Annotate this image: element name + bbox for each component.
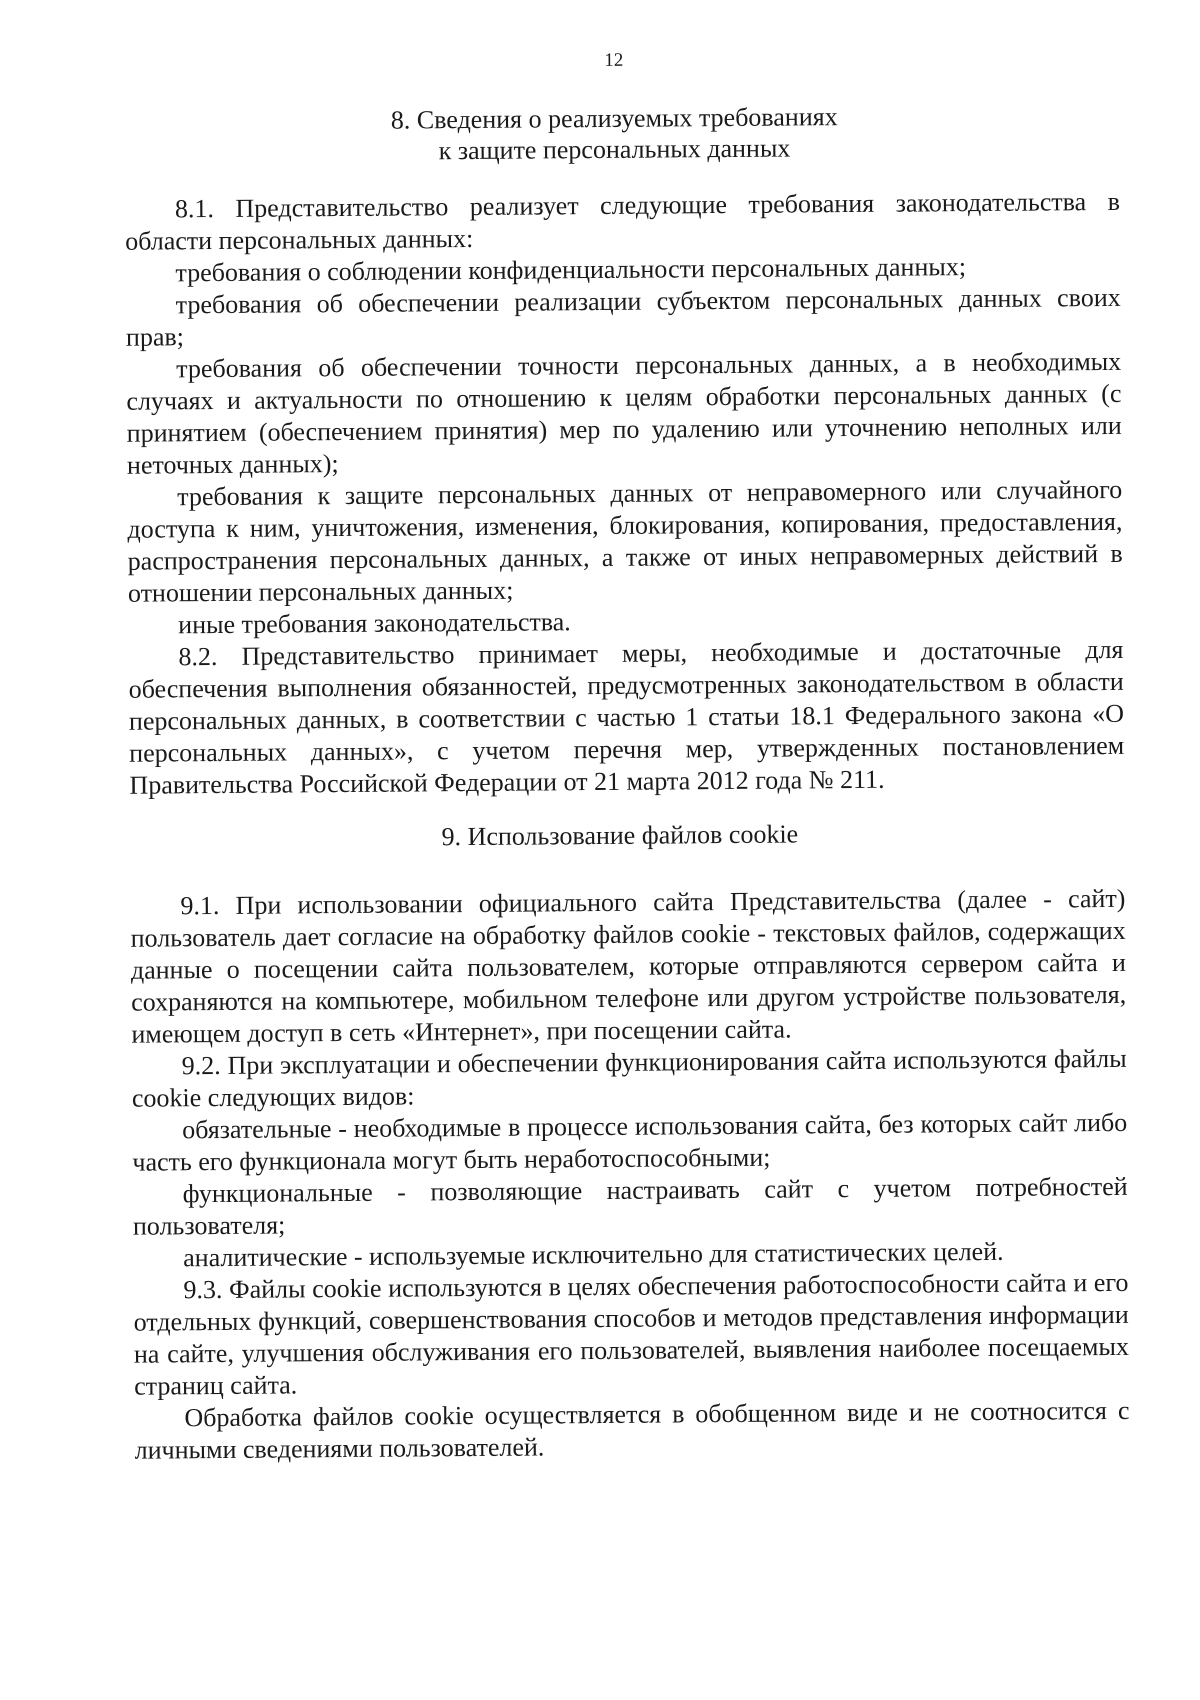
section-8-title-line-1: 8. Сведения о реализуемых требованиях [390, 102, 838, 135]
list-item-accuracy: требования об обеспечении точности персональных данных, а в необходимых случаях и актуальности по отношению к целям обработки персональных данных (с принятием (обеспечением принятия) мер по удалению или уточнению неполных или неточных данных); [126, 346, 1122, 480]
list-item-other-requirements: иные требования законодательства. [178, 607, 571, 640]
list-item-analytic-cookies: аналитические - используемые исключительно для статистических целей. [183, 1236, 1004, 1273]
list-item-required-cookies: обязательные - необходимые в процессе использования сайта, без которых сайт либо часть его функционала могут быть неработоспособными; [132, 1107, 1128, 1177]
section-8-title-line-2: к защите персональных данных [438, 133, 791, 166]
paragraph-cookie-processing: Обработка файлов cookie осуществляется в обобщенном виде и не соотносится с личными сведениями пользователей. [134, 1395, 1130, 1465]
page-number: 12 [604, 49, 624, 71]
section-8-title [0, 98, 1200, 170]
list-item-confidentiality: требования о соблюдении конфиденциальности персональных данных; [175, 252, 967, 288]
list-item-protection: требования к защите персональных данных от неправомерного или случайного доступа к ним, уничтожения, изменения, блокирования, копирования, предоставления, распространения персональных данных, а также от иных неправомерных действий в отношении персональных данных; [127, 474, 1123, 608]
section-9-title: 9. Использование файлов cookie [441, 819, 799, 852]
list-item-subject-rights: требования об обеспечении реализации субъектом персональных данных своих прав; [125, 282, 1121, 352]
paragraph-9-2: 9.2. При эксплуатации и обеспечении функционирования сайта используются файлы cookie следующих видов: [131, 1043, 1127, 1113]
section-8-body [125, 186, 1125, 802]
list-item-functional-cookies: функциональные - позволяющие настраивать сайт с учетом потребностей пользователя; [132, 1171, 1128, 1241]
section-9-body [130, 883, 1129, 1467]
paragraph-9-1: 9.1. При использовании официального сайта Представительства (далее - сайт) пользователь дает согласие на обработку файлов cookie - текстовых файлов, содержащих данные о посещении сайта пользователем, которые отправляются сервером сайта и сохраняются на компьютере, мобильном телефоне или другом устройстве пользователя, имеющем доступ в сеть «Интернет», при посещении сайта. [130, 883, 1127, 1049]
paragraph-9-3: 9.3. Файлы cookie используются в целях обеспечения работоспособности сайта и его отдельных функций, совершенствования способов и методов представления информации на сайте, улучшения обслуживания его пользователей, выявления наиболее посещаемых страниц сайта. [133, 1267, 1130, 1401]
paragraph-8-1: 8.1. Представительство реализует следующие требования законодательства в области персональных данных: [125, 186, 1121, 256]
paragraph-8-2: 8.2. Представительство принимает меры, необходимые и достаточные для обеспечения выполнения обязанностей, предусмотренных законодательством в области персональных данных, в соответствии с частью 1 статьи 18.1 Федерального закона «О персональных данных», с учетом перечня мер, утвержденных постановлением Правительства Российской Федерации от 21 марта 2012 года № 211. [128, 634, 1125, 800]
